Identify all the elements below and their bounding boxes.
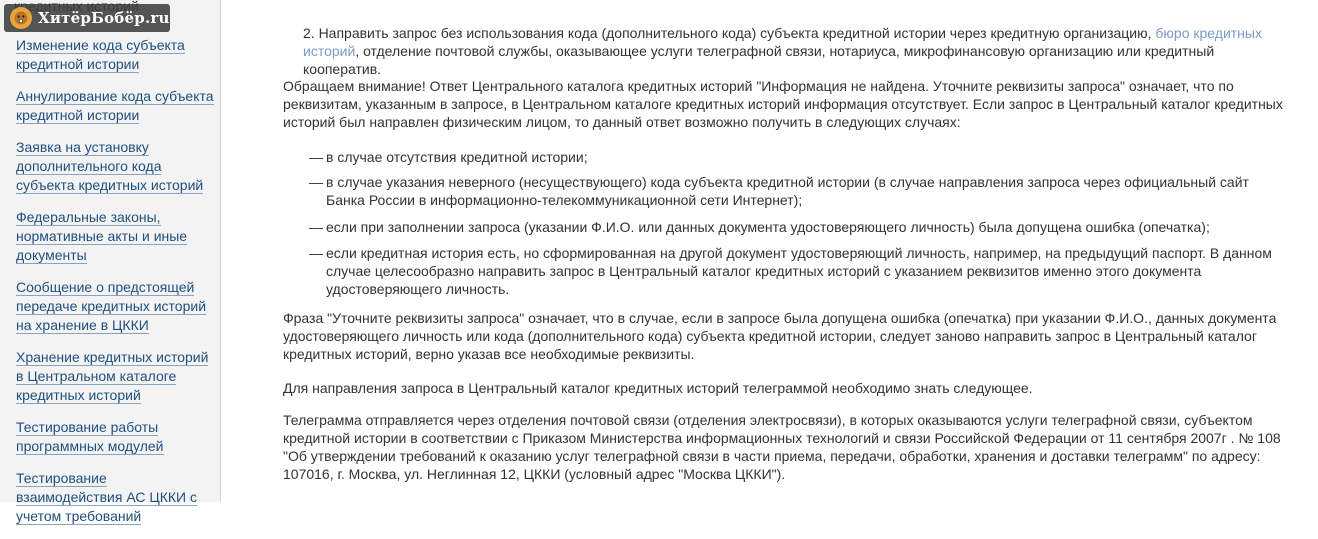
dash-mark: — [309, 245, 323, 261]
dash-mark: — [309, 219, 323, 235]
dash-text: если кредитная история есть, но сформированная на другой документ удостоверяющий личность, например, на предыдущий паспорт. В данном случае целесообразно направить запрос в Центральный каталог кредитных историй с указанием реквизитов именно этого документа удостоверяющего личность. [326, 245, 1272, 297]
sidebar-link-transfer-notice[interactable]: Сообщение о предстоящей передаче кредитных историй на хранение в ЦККИ [16, 279, 207, 333]
site-logo-watermark [4, 4, 170, 32]
sidebar-nav [16, 36, 216, 539]
sidebar-item [16, 348, 216, 405]
notice-paragraph: Обращаем внимание! Ответ Центрального каталога кредитных историй "Информация не найдена. Уточните реквизиты запроса" означает, что по реквизитам, указанным в запросе, в Центральном каталоге кредитных историй информация отсутствует. Если запрос в Центральный каталог кредитных историй был направлен физическим лицом, то данный ответ возможно получить в следующих случаях: [283, 78, 1283, 130]
beaver-icon [10, 7, 32, 29]
beaver-face-icon [13, 10, 29, 26]
sidebar-link-storage[interactable]: Хранение кредитных историй в Центральном каталоге кредитных историй [16, 349, 209, 403]
logo-text: ХитёрБобёр.ru [38, 9, 170, 27]
sidebar-item [16, 36, 216, 74]
sidebar-item [16, 138, 216, 195]
sidebar-link-federal-laws[interactable]: Федеральные законы, нормативные акты и иные документы [16, 209, 188, 263]
dash-text: в случае указания неверного (несуществующего) кода субъекта кредитной истории (в случае направления запроса через официальный сайт Банка России в информационно-телекоммуникационной сети Интернет); [326, 174, 1249, 208]
dash-mark: — [309, 174, 323, 190]
dash-item [309, 218, 1289, 236]
dash-item [309, 244, 1289, 298]
dash-item [309, 148, 1289, 166]
sidebar-link-cancel-code[interactable]: Аннулирование кода субъекта кредитной истории [16, 88, 214, 123]
sidebar-item [16, 469, 216, 526]
sidebar-item [16, 208, 216, 265]
item2-text-start: 2. Направить запрос без использования кода (дополнительного кода) субъекта кредитной истории через кредитную организацию, [303, 25, 1156, 41]
clarify-paragraph: Фраза "Уточните реквизиты запроса" означает, что в случае, если в запросе была допущена ошибка (опечатка) при указании Ф.И.О., данных документа удостоверяющего личность или кода (дополнительного кода) субъекта кредитной истории, следует заново направить запрос в Центральный каталог кредитных историй, верно указав все необходимые реквизиты. [283, 310, 1277, 362]
sidebar-link-change-code[interactable]: Изменение кода субъекта кредитной истории [16, 37, 185, 72]
sidebar-link-interaction-testing[interactable]: Тестирование взаимодействия АС ЦККИ с учетом требований [16, 470, 197, 524]
credit-bureau-link[interactable]: бюро кредитных историй [303, 25, 1262, 59]
sidebar-item [16, 418, 216, 456]
dash-text: в случае отсутствия кредитной истории; [326, 149, 588, 165]
sidebar [0, 0, 221, 524]
sidebar-link-module-testing[interactable]: Тестирование работы программных модулей [16, 419, 164, 454]
item2-text-end: , отделение почтовой службы, оказывающее услуги телеграфной связи, нотариуса, микрофинансовую организацию или кредитный кооператив. [303, 43, 1215, 77]
dash-text: если при заполнении запроса (указании Ф.И.О. или данных документа удостоверяющего личность) была допущена ошибка (опечатка); [326, 219, 1210, 235]
list-item-2 [303, 24, 1288, 78]
telegram-intro-paragraph: Для направления запроса в Центральный каталог кредитных историй телеграммой необходимо знать следующее. [283, 380, 1033, 396]
telegram-details-paragraph: Телеграмма отправляется через отделения почтовой связи (отделения электросвязи), в которых оказываются услуги телеграфной связи, субъектом кредитной истории в соответствии с Приказом Министерства информационных технологий и связи Российской Федерации от 11 сентября 2007г . № 108 "Об утверждении требований к оказанию услуг телеграфной связи в части приема, передачи, обработки, хранения и доставки телеграмм" по адресу: 107016, г. Москва, ул. Неглинная 12, ЦККИ (условный адрес "Москва ЦККИ"). [283, 412, 1281, 482]
sidebar-link-additional-code-request[interactable]: Заявка на установку дополнительного кода субъекта кредитных историй [16, 139, 204, 193]
dash-item [309, 173, 1289, 209]
sidebar-item [16, 87, 216, 125]
sidebar-item [16, 278, 216, 335]
dash-mark: — [309, 149, 323, 165]
